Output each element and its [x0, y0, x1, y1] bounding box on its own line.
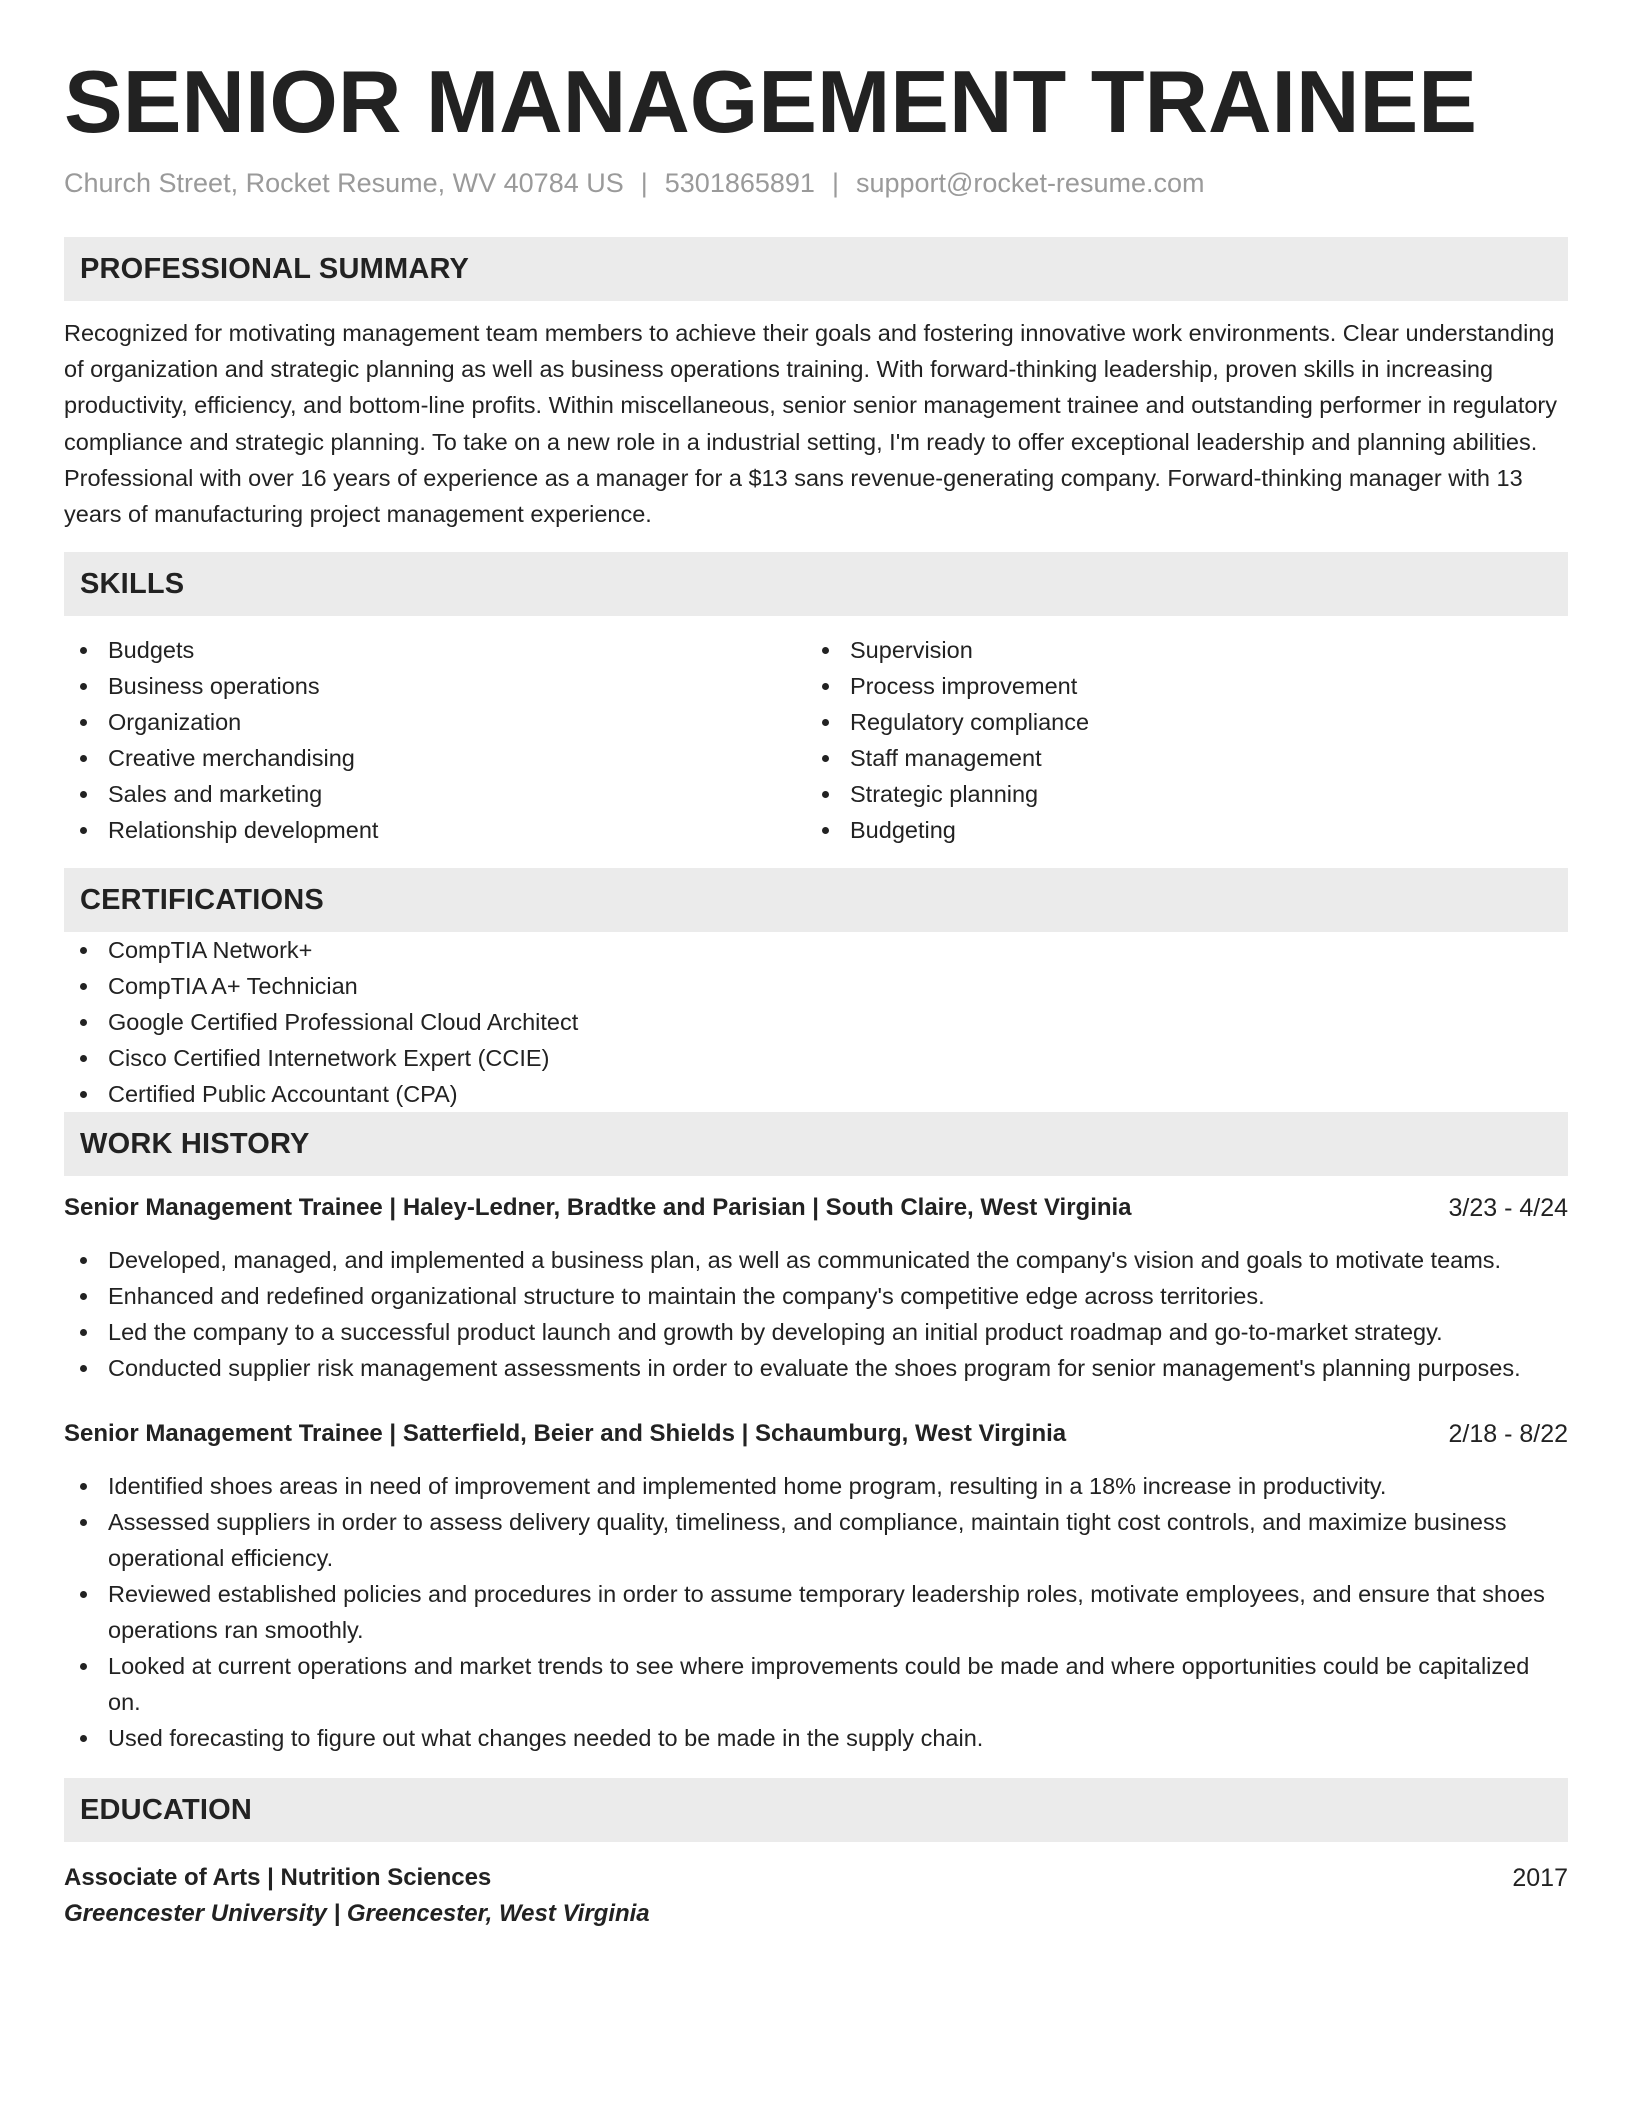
contact-line [64, 166, 1568, 200]
skills-columns [64, 632, 1568, 848]
skill-item: Staff management [806, 740, 1548, 776]
job-bullets [64, 1242, 1568, 1386]
job-bullet: Developed, managed, and implemented a business plan, as well as communicated the company's vision and goals to motivate teams. [64, 1242, 1568, 1278]
candidate-name: SENIOR MANAGEMENT TRAINEE [64, 52, 1477, 151]
work-history-heading: WORK HISTORY [64, 1112, 1568, 1176]
certifications-list [64, 932, 1568, 1112]
skill-item: Business operations [64, 668, 806, 704]
education-degree: Associate of Arts | Nutrition Sciences [64, 1864, 492, 1892]
skill-item: Regulatory compliance [806, 704, 1548, 740]
certifications-heading: CERTIFICATIONS [64, 868, 1568, 932]
skill-item: Creative merchandising [64, 740, 806, 776]
job-entry [64, 1190, 1568, 1386]
certifications-section [64, 868, 1568, 1112]
skill-item: Strategic planning [806, 776, 1548, 812]
contact-separator: | [831, 168, 839, 198]
contact-separator: | [640, 168, 648, 198]
job-dates: 2/18 - 8/22 [1448, 1420, 1568, 1449]
skills-section [64, 552, 1568, 848]
summary-text: Recognized for motivating management team members to achieve their goals and fostering innovative work environments. Clear understanding of organization and strategic planning as well as business operations training. With forward-thinking leadership, proven skills in increasing productivity, efficiency, and bottom-line profits. Within miscellaneous, senior senior management trainee and outstanding performer in regulatory compliance and strategic planning. To take on a new role in a industrial setting, I'm ready to offer exceptional leadership and planning abilities. Professional with over 16 years of experience as a manager for a $13 sans revenue-generating company. Forward-thinking manager with 13 years of manufacturing project management experience. [64, 320, 1558, 528]
job-title: Senior Management Trainee | Satterfield, Beier and Shields | Schaumburg, West Virginia [64, 1420, 1067, 1448]
contact-address: Church Street, Rocket Resume, WV 40784 US [64, 168, 624, 198]
job-bullet: Enhanced and redefined organizational structure to maintain the company's competitive edge across territories. [64, 1278, 1568, 1314]
section-spacer [64, 1756, 1568, 1778]
skill-item: Supervision [806, 632, 1548, 668]
skills-left-list [64, 632, 806, 848]
skills-left-column [64, 632, 806, 848]
job-dates: 3/23 - 4/24 [1448, 1194, 1568, 1223]
education-year: 2017 [1512, 1864, 1568, 1893]
resume-page [64, 52, 1568, 1932]
skill-item: Budgeting [806, 812, 1548, 848]
certification-item: CompTIA Network+ [64, 932, 1568, 968]
education-section [64, 1778, 1568, 1932]
certification-item: Certified Public Accountant (CPA) [64, 1076, 1568, 1112]
contact-email: support@rocket-resume.com [855, 168, 1205, 198]
job-bullet: Looked at current operations and market trends to see where improvements could be made and where opportunities could be capitalized on. [64, 1648, 1568, 1720]
job-bullet: Assessed suppliers in order to assess delivery quality, timeliness, and compliance, maintain tight cost controls, and maximize business operational efficiency. [64, 1504, 1568, 1576]
skill-item: Process improvement [806, 668, 1548, 704]
job-bullet: Reviewed established policies and procedures in order to assume temporary leadership roles, motivate employees, and ensure that shoes operations ran smoothly. [64, 1576, 1568, 1648]
job-bullet: Identified shoes areas in need of improvement and implemented home program, resulting in a 18% increase in productivity. [64, 1468, 1568, 1504]
job-bullet: Used forecasting to figure out what changes needed to be made in the supply chain. [64, 1720, 1568, 1756]
work-history-section [64, 1112, 1568, 1778]
job-bullet: Led the company to a successful product launch and growth by developing an initial product roadmap and go-to-market strategy. [64, 1314, 1568, 1350]
certification-item: Google Certified Professional Cloud Architect [64, 1004, 1568, 1040]
education-header [64, 1860, 1568, 1896]
certification-item: Cisco Certified Internetwork Expert (CCIE) [64, 1040, 1568, 1076]
skills-right-list [806, 632, 1548, 848]
job-bullets [64, 1468, 1568, 1756]
job-title: Senior Management Trainee | Haley-Ledner, Bradtke and Parisian | South Claire, West Virginia [64, 1194, 1132, 1222]
certification-item: CompTIA A+ Technician [64, 968, 1568, 1004]
contact-phone: 5301865891 [664, 168, 815, 198]
education-heading: EDUCATION [64, 1778, 1568, 1842]
skill-item: Budgets [64, 632, 806, 668]
job-header [64, 1416, 1568, 1452]
job-bullet: Conducted supplier risk management assessments in order to evaluate the shoes program for senior management's planning purposes. [64, 1350, 1568, 1386]
skills-heading: SKILLS [64, 552, 1568, 616]
education-school: Greencester University | Greencester, West Virginia [64, 1900, 650, 1928]
job-header [64, 1190, 1568, 1226]
summary-section [64, 237, 1568, 532]
skills-right-column [806, 632, 1548, 848]
job-entry [64, 1416, 1568, 1756]
skill-item: Organization [64, 704, 806, 740]
skill-item: Sales and marketing [64, 776, 806, 812]
skill-item: Relationship development [64, 812, 806, 848]
summary-heading: PROFESSIONAL SUMMARY [64, 237, 1568, 301]
